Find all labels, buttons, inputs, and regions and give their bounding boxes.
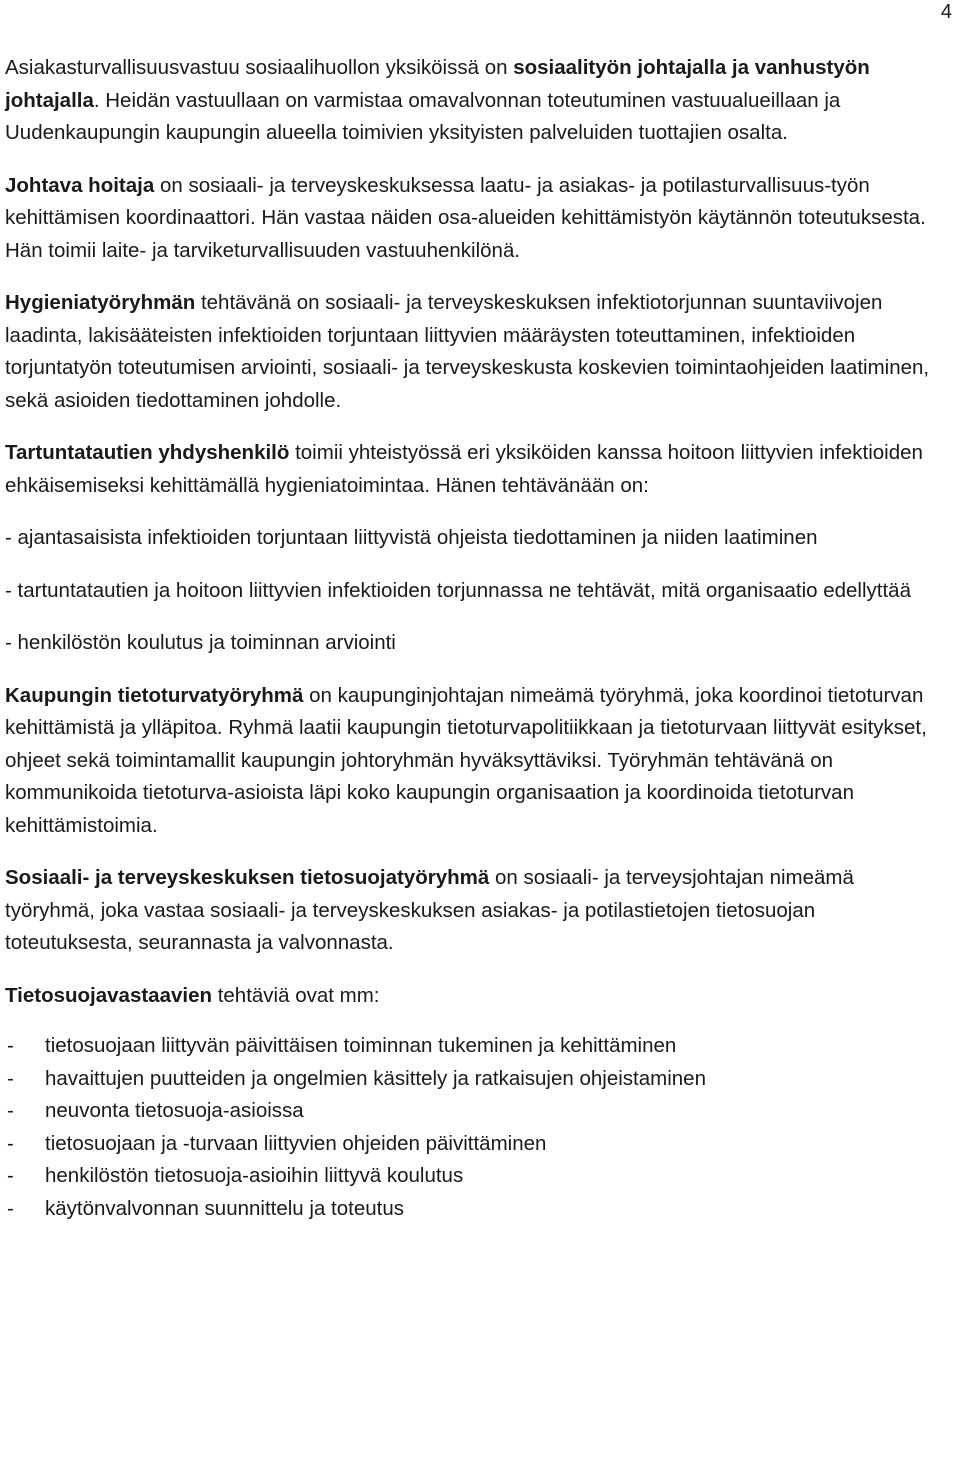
dash: -	[7, 1131, 14, 1155]
paragraph-hygieniatyoryhma	[5, 287, 940, 417]
dash: -	[7, 1034, 14, 1057]
list-item	[5, 1030, 940, 1063]
duties-list	[5, 1030, 940, 1225]
paragraph-task-3: - henkilöstön koulutus ja toiminnan arviointi	[5, 631, 396, 654]
document-body	[5, 52, 940, 1225]
bold-term: Sosiaali- ja terveyskeskuksen tietosuojatyöryhmä	[5, 866, 490, 889]
list-item	[5, 1095, 940, 1128]
dash: -	[7, 1164, 14, 1187]
paragraph-task-1: - ajantasaisista infektioiden torjuntaan liittyvistä ohjeista tiedottaminen ja niiden laatiminen	[5, 526, 818, 549]
paragraph-tietoturvatyoryhma	[5, 680, 940, 843]
paragraph-tartuntatautien-yhdyshenkilo	[5, 437, 940, 502]
dash: -	[7, 1196, 14, 1220]
list-item-text: tietosuojaan ja -turvaan liittyvien ohjeiden päivittäminen	[45, 1131, 547, 1155]
bold-term: sosiaalityön johtajalla ja vanhustyön johtajalla	[5, 56, 870, 112]
list-item	[5, 1063, 940, 1096]
bold-term: Tietosuojavastaavien	[5, 983, 212, 1007]
list-item	[5, 1193, 940, 1226]
text: Asiakasturvallisuusvastuu sosiaalihuollon yksiköissä on	[5, 56, 514, 79]
list-item-text: käytönvalvonnan suunnittelu ja toteutus	[45, 1196, 405, 1220]
bold-term: Hygieniatyöryhmän	[5, 291, 196, 314]
list-item	[5, 1160, 940, 1193]
paragraph-tietosuojavastaavat	[5, 980, 940, 1013]
text: . Heidän vastuullaan on varmistaa omavalvonnan toteutuminen vastuualueillaan ja Uudenkaupungin kaupungin alueella toimivien yksityisten palveluiden tuottajien osalta.	[5, 88, 841, 144]
text: on sosiaali- ja terveyskeskuksessa laatu- ja asiakas- ja potilasturvallisuus-työn kehittämisen koordinaattori. Hän vastaa näiden osa-alueiden kehittämistyön käytännön toteutuksesta. Hän toimii laite- ja tarviketurvallisuuden vastuuhenkilönä.	[5, 173, 926, 262]
paragraph-task-2: - tartuntatautien ja hoitoon liittyvien infektioiden torjunnassa ne tehtävät, mitä organisaatio edellyttää	[5, 578, 911, 602]
dash: -	[7, 1099, 14, 1122]
bold-term: Johtava hoitaja	[5, 173, 155, 197]
text: toimii yhteistyössä eri yksiköiden kanssa hoitoon liittyvien infektioiden ehkäisemiseksi kehittämällä hygieniatoimintaa. Hänen tehtävänään on:	[5, 441, 923, 497]
list-item	[5, 1128, 940, 1161]
list-item-text: neuvonta tietosuoja-asioissa	[45, 1099, 304, 1122]
text: tehtävänä on sosiaali- ja terveyskeskuksen infektiotorjunnan suuntaviivojen laadinta, lakisääteisten infektioiden torjuntaan liittyvien määräysten toteuttaminen, infektioiden torjuntatyön toteutumisen arviointi, sosiaali- ja terveyskeskusta koskevien toimintaohjeiden laatiminen, sekä asioiden tiedottaminen johdolle.	[5, 291, 930, 412]
paragraph-johtava-hoitaja	[5, 170, 940, 268]
list-item-text: tietosuojaan liittyvän päivittäisen toiminnan tukeminen ja kehittäminen	[45, 1034, 677, 1057]
bold-term: Kaupungin tietoturvatyöryhmä	[5, 683, 304, 707]
page-number: 4	[940, 1, 952, 23]
text: on kaupunginjohtajan nimeämä työryhmä, joka koordinoi tietoturvan kehittämistä ja ylläpitoa. Ryhmä laatii kaupungin tietoturvapolitiikkaan ja tietoturvaan liittyvät esitykset, ohjeet sekä toimintamallit kaupungin johtoryhmän hyväksyttäviksi. Työryhmän tehtävänä on kommunikoida tietoturva-asioista läpi koko kaupungin organisaation ja koordinoida tietoturvan kehittämistoimia.	[5, 683, 927, 837]
paragraph-tietosuojatyoryhma	[5, 862, 940, 960]
dash: -	[7, 1066, 14, 1090]
text: tehtäviä ovat mm:	[212, 983, 380, 1007]
bold-term: Tartuntatautien yhdyshenkilö	[5, 441, 290, 464]
list-item-text: henkilöstön tietosuoja-asioihin liittyvä koulutus	[45, 1164, 464, 1187]
text: on sosiaali- ja terveysjohtajan nimeämä työryhmä, joka vastaa sosiaali- ja terveyskeskuksen asiakas- ja potilastietojen tietosuojan toteutuksesta, seurannasta ja valvonnasta.	[5, 866, 854, 954]
list-item-text: havaittujen puutteiden ja ongelmien käsittely ja ratkaisujen ohjeistaminen	[45, 1066, 706, 1090]
paragraph-asiakasturvallisuus	[5, 52, 940, 150]
